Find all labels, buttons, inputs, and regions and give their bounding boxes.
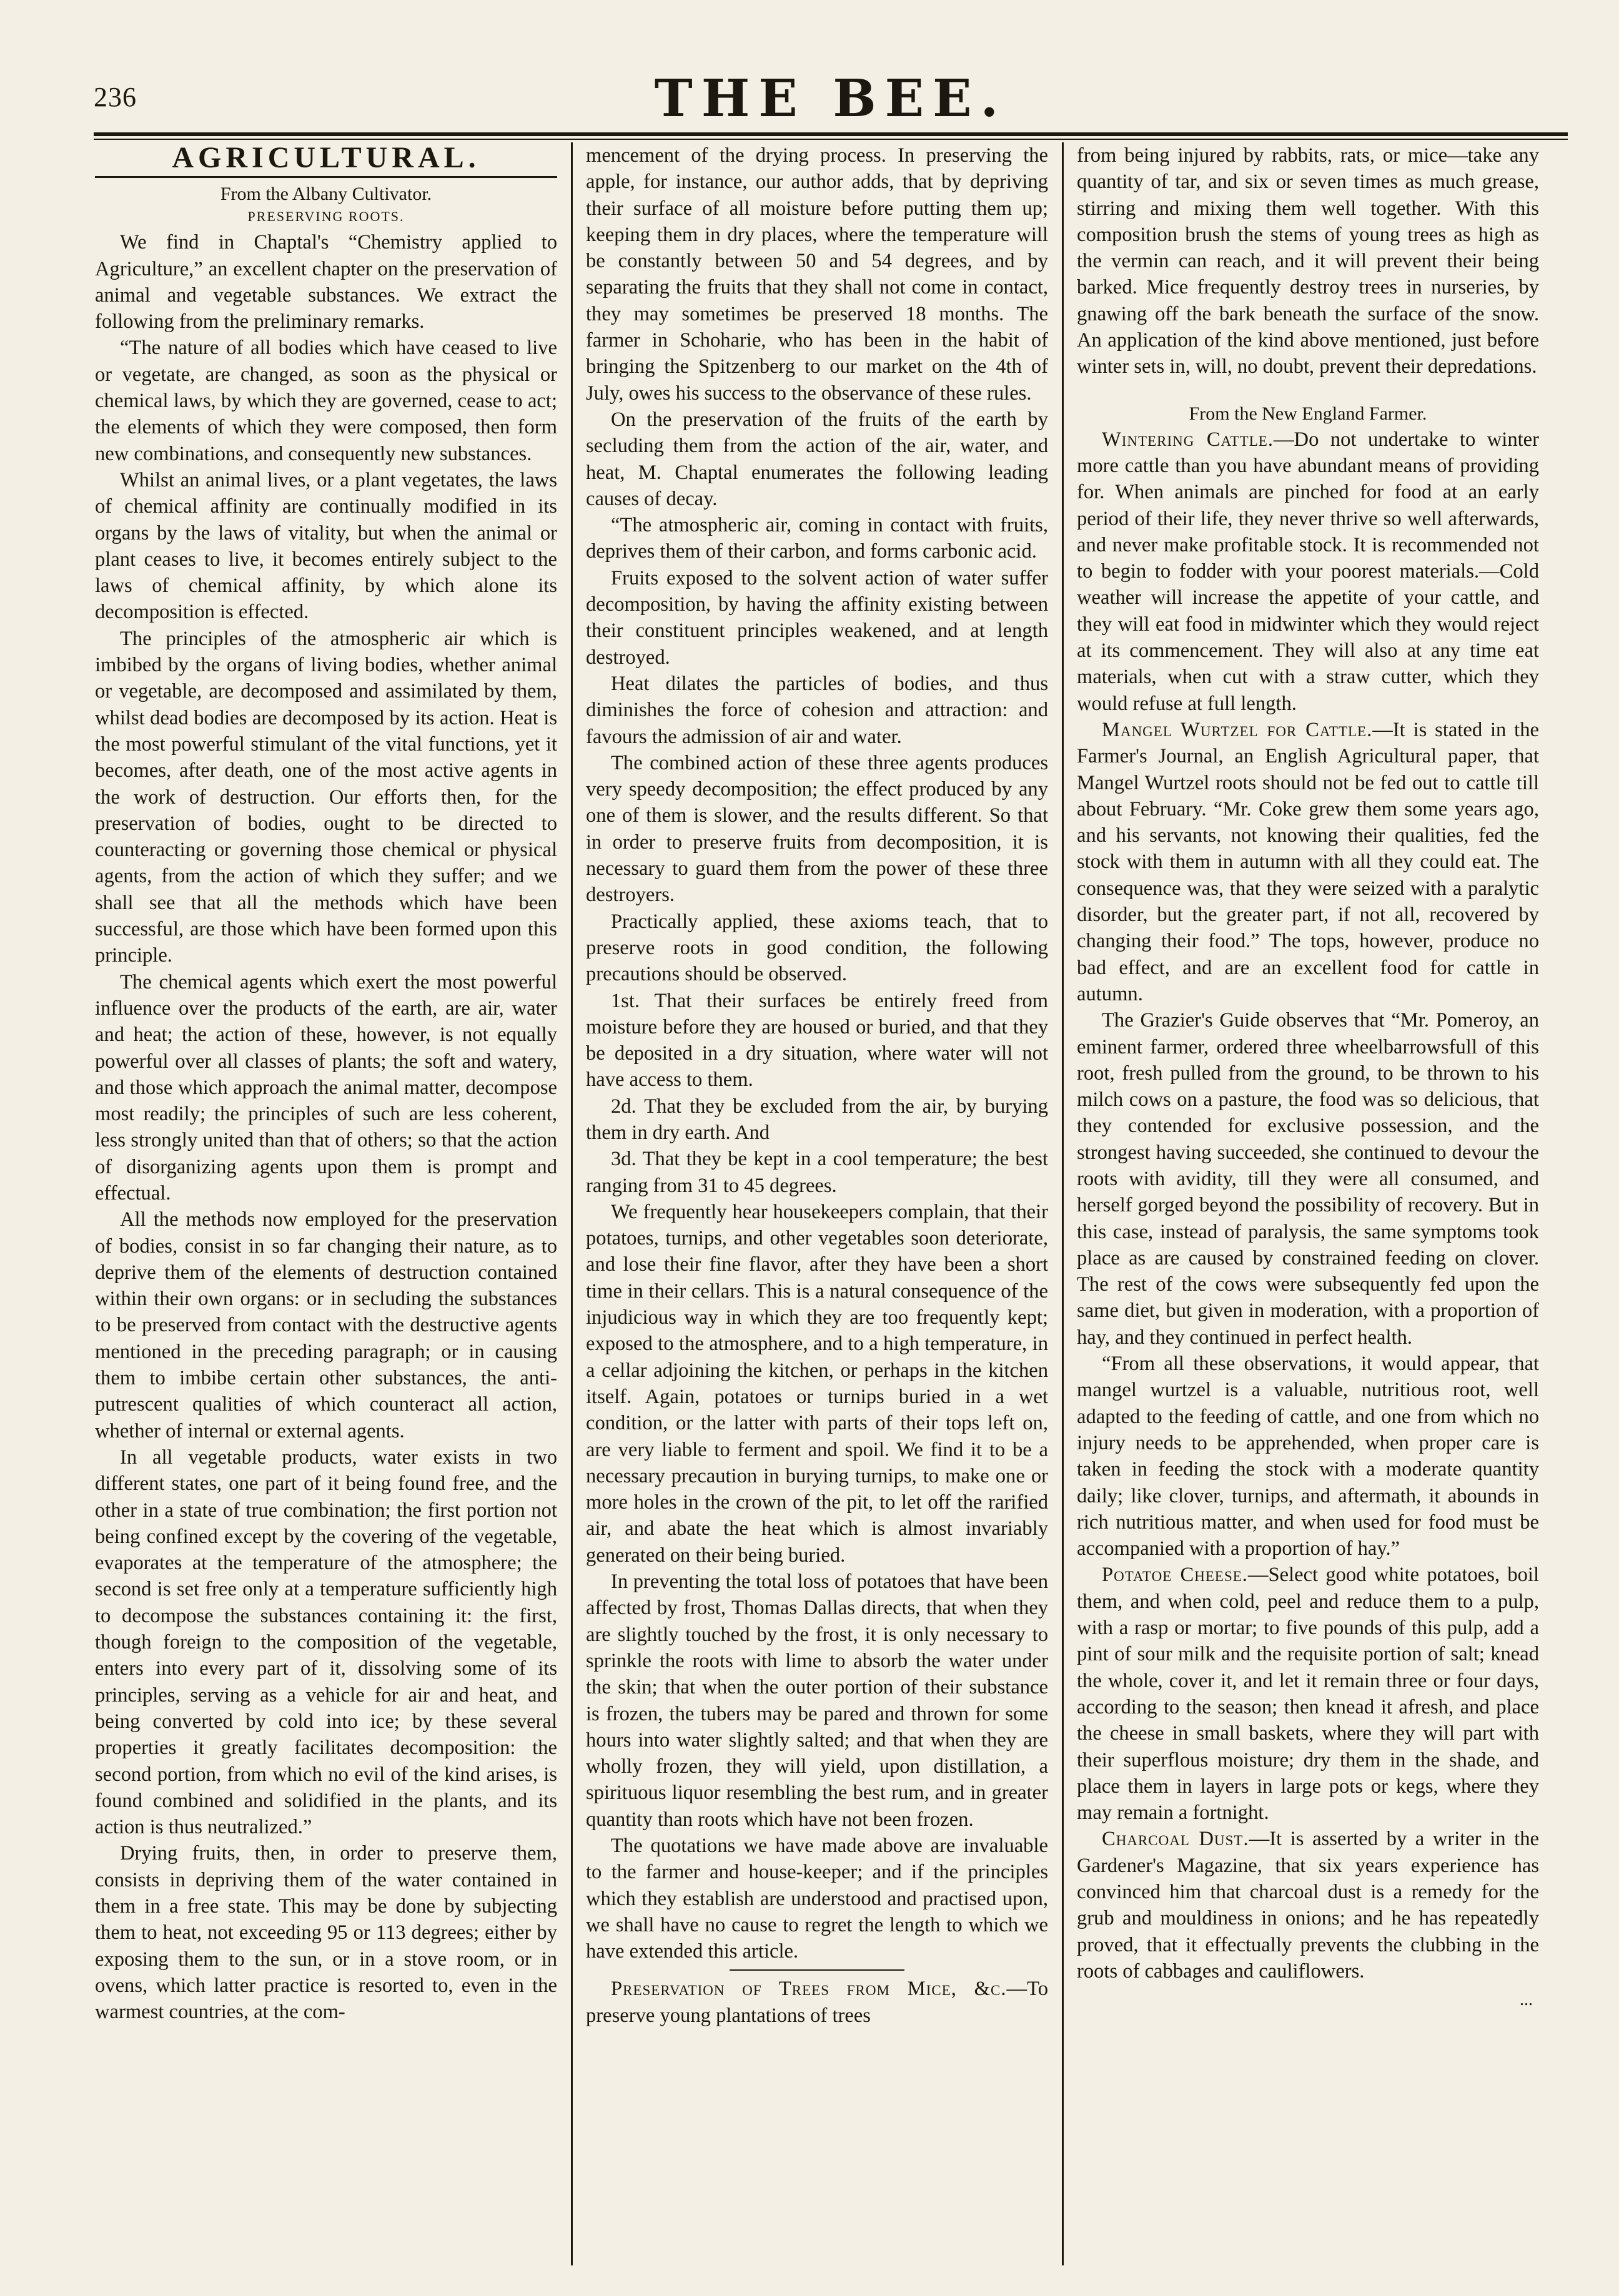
section-text: —Select good white potatoes, boil them, and when cold, peel and reduce them to a pulp, with a rasp or mortar; to five pounds of this pulp, add a pint of sour milk and the requisite portion of salt; knead the whole, cover it, and let it remain three or four days, according to the season; then knead it afresh, and place the cheese in small baskets, where they will part with their superflous moisture; dry them in the shade, and place them in layers in large pots or kegs, where they may remain a fortnight. — [1077, 1564, 1539, 1825]
spacer — [1077, 380, 1539, 398]
paragraph: “The atmospheric air, coming in contact with fruits, deprives them of their carbon, and forms carbonic acid. — [586, 514, 1048, 563]
paragraph: The quotations we have made above are invaluable to the farmer and house-keeper; and if the principles which they establish are understood and practised upon, we shall have no cause to regret the length to which we have extended this article. — [586, 1835, 1048, 1963]
paragraph: 3d. That they be kept in a cool temperature; the best ranging from 31 to 45 degrees. — [586, 1148, 1048, 1197]
column-1 — [95, 142, 557, 2265]
paragraph: Fruits exposed to the solvent action of water suffer decomposition, by having the affinity existing between their constituent principles weakened, and at length destroyed. — [586, 566, 1048, 669]
masthead-rule-thin — [94, 139, 1568, 140]
article-source: From the New England Farmer. — [1189, 403, 1427, 424]
paragraph: Heat dilates the particles of bodies, and thus diminishes the force of cohesion and attraction: and favours the admission of air and water. — [586, 672, 1048, 748]
section-rule — [730, 1969, 904, 1971]
paragraph: 1st. That their surfaces be entirely freed from moisture before they are housed or buried, and that they be deposited in a dry situation, where water will not have access to them. — [586, 989, 1048, 1091]
paragraph-charcoal — [1077, 1826, 1539, 1984]
paragraph-wintering — [1077, 426, 1539, 717]
paragraph-trees — [586, 1976, 1048, 2029]
section-text: —It is asserted by a writer in the Gardener's Magazine, that six years experience has convinced him that charcoal dust is a remedy for the grub and mouldiness in onions; and he has repeatedly proved, that it effectually prevents the clubbing in the roots of cabbages and cauliflowers. — [1077, 1828, 1539, 1983]
paragraph: “The nature of all bodies which have ceased to live or vegetate, are changed, as soon as the physical or chemical laws, by which they are governed, cease to act; the elements of which they were composed, then form new combinations, and consequently new substances. — [95, 337, 557, 465]
page-number: 236 — [94, 82, 137, 112]
paragraph: The chemical agents which exert the most powerful influence over the products of the earth, are air, water and heat; the action of these, however, is not equally powerful over all classes of plants; the soft and watery, and those which approach the animal matter, decompose most readily; the principles of such are less coherent, less strongly united than that of others; so that the action of disorganizing agents upon them is prompt and effectual. — [95, 970, 557, 1205]
section-text: —Do not undertake to winter more cattle than you have abundant means of providing for. When animals are pinched for food at an early period of their life, they never thrive so well afterwards, and never make profitable stock. It is recommended not to begin to fodder with your poorest materials.—Cold weather will increase the appetite of your cattle, and they will eat food in midwinter which they would reject at its commencement. They will also at any time eat materials, when cut with a straw cutter, which they would refuse at full length. — [1077, 428, 1539, 715]
paragraph: Drying fruits, then, in order to preserve them, consists in depriving them of the water contained in them in a free state. This may be done by subjecting them to heat, not exceeding 95 or 113 degrees; either by exposing them to the sun, or in a stove room, or in ovens, which latter practice is resorted to, even in the warmest countries, at the com- — [95, 1842, 557, 2024]
paragraph-cheese — [1077, 1562, 1539, 1826]
column-divider-1 — [571, 142, 573, 2265]
paragraph: Whilst an animal lives, or a plant vegetates, the laws of chemical affinity are continually modified in its organs by the laws of vitality, but when the animal or plant ceases to live, it becomes entirely subject to the laws of chemical affinity, by which alone its decomposition is effected. — [95, 468, 557, 624]
column-2 — [586, 142, 1048, 2265]
paragraph: We frequently hear housekeepers complain, that their potatoes, turnips, and other vegetables soon deteriorate, and lose their fine flavor, after they have been a short time in their cellars. This is a natural consequence of the injudicious way in which they are too frequently kept; exposed to the atmosphere, and to a high temperature, in a cellar adjoining the kitchen, or perhaps in the kitchen itself. Again, potatoes or turnips buried in a wet condition, or the latter with parts of their tops left on, are very liable to ferment and spoil. We find it to be a necessary precaution in burying turnips, to make one or more holes in the crown of the pit, to let off the rarified air, and abate the heat which is almost invariably generated on their being buried. — [586, 1200, 1048, 1567]
paragraph: 2d. That they be excluded from the air, by burying them in dry earth. And — [586, 1095, 1048, 1144]
column-divider-2 — [1062, 142, 1064, 2265]
section-title: Wintering Cattle. — [1102, 428, 1274, 451]
article-source: From the Albany Cultivator. — [220, 184, 432, 205]
paragraph: Practically applied, these axioms teach, that to preserve roots in good condition, the following precautions should be observed. — [586, 910, 1048, 986]
column-3 — [1077, 142, 1539, 2265]
paragraph: The combined action of these three agents produces very speedy decomposition; the effect produced by any one of them is slower, and the results different. So that in order to preserve fruits from decomposition, it is necessary to guard them from the power of these three destroyers. — [586, 751, 1048, 907]
masthead-rule — [94, 132, 1568, 136]
section-title: Preservation of Trees from Mice, &c. — [611, 1978, 1007, 2001]
end-mark: ... — [1520, 1990, 1533, 2010]
paragraph: “From all these observations, it would appear, that mangel wurtzel is a valuable, nutritious root, well adapted to the feeding of cattle, and one from which no injury needs to be apprehended, when proper care is taken in feeding the stock with a moderate quantity daily; like clover, turnips, and aftermath, it abounds in rich nutritious matter, and when used for food must be accompanied with a proportion of hay.” — [1077, 1352, 1539, 1560]
newspaper-title: THE BEE. — [654, 69, 1008, 129]
paragraph: All the methods now employed for the preservation of bodies, consist in so far changing their nature, as to deprive them of the elements of destruction contained within their own organs: or in secluding the substances to be preserved from contact with the destructive agents mentioned in the preceding paragraph; or in causing them to imbibe certain other substances, the anti-putrescent qualities of which counteract all action, whether of internal or external agents. — [95, 1208, 557, 1442]
paragraph: mencement of the drying process. In preserving the apple, for instance, our author adds, that by depriving their surface of all moisture before putting them up; keeping them in dry places, where the temperature will be constantly between 50 and 54 degrees, and by separating the fruits that they shall not come in contact, they may sometimes be preserved 18 months. The farmer in Schoharie, who has been in the habit of bringing the Spitzenberg to our market on the 4th of July, owes his success to the observance of these rules. — [586, 144, 1048, 405]
section-title: Potatoe Cheese. — [1102, 1564, 1248, 1587]
paragraph-mangel — [1077, 717, 1539, 1007]
section-text: —To preserve young plantations of trees — [586, 1978, 1048, 2027]
paragraph: In all vegetable products, water exists in two different states, one part of it being found free, and the other in a state of true combination; the first portion not being confined except by the covering of the vegetable, evaporates at the temperature of the atmosphere; the second is set free only at a temperature sufficiently high to decompose the substances containing it: the first, though foreign to the composition of the vegetable, enters into every part of it, dissolving some of its principles, serving as a vehicle for air and heat, and being converted by cold into ice; by these several properties it greatly facilitates decomposition: the second portion, from which no evil of the kind arises, is found combined and solidified in the plants, and its action is thus neutralized.” — [95, 1446, 557, 1839]
paragraph: The principles of the atmospheric air which is imbibed by the organs of living bodies, whether animal or vegetable, are decomposed and assimilated by them, whilst dead bodies are decomposed by its action. Heat is the most powerful stimulant of the vital functions, yet it becomes, after death, one of the most active agents in the work of destruction. Our efforts then, for the preservation of bodies, ought to be directed to counteracting or governing those chemical or physical agents, from the action of which they suffer; and we shall see that all the methods which have been successful, are those which have been formed upon this principle. — [95, 627, 557, 967]
section-title: Charcoal Dust. — [1102, 1828, 1249, 1851]
section-title: Mangel Wurtzel for Cattle. — [1102, 718, 1373, 741]
paragraph: We find in Chaptal's “Chemistry applied to Agriculture,” an excellent chapter on the preservation of animal and vegetable substances. We extract the following from the preliminary remarks. — [95, 231, 557, 333]
paragraph: In preventing the total loss of potatoes that have been affected by frost, Thomas Dallas directs, that when they are slightly touched by the frost, it is only necessary to sprinkle the roots with lime to absorb the water under the skin; that when the outer portion of their substance is frozen, the tubers may be pared and thrown for some hours into water slightly salted; and that when they are wholly frozen, they will yield, upon distillation, a spirituous liquor resembling the best rum, and in greater quantity than roots which have not been frozen. — [586, 1570, 1048, 1831]
section-text: —It is stated in the Farmer's Journal, an English Agricultural paper, that Mangel Wurtzel roots should not be fed out to cattle till about February. “Mr. Coke grew them some years ago, and his servants, not knowing their qualities, fed the stock with them in autumn with all they could eat. The consequence was, that they were seized with a paralytic disorder, but the greater part, if not all, recovered by changing their food.” The tops, however, produce no bad effect, and are an excellent food for cattle in autumn. — [1077, 718, 1539, 1005]
department-heading: AGRICULTURAL. — [95, 145, 557, 178]
article-subhead: PRESERVING ROOTS. — [247, 209, 405, 225]
paragraph: The Grazier's Guide observes that “Mr. Pomeroy, an eminent farmer, ordered three wheelbarrowsfull of this root, fresh pulled from the ground, to be thrown to his milch cows on a pasture, the food was so delicious, that they contended for exclusive possession, and the strongest having succeeded, she continued to devour the roots with avidity, till they were all consumed, and herself gorged beyond the possibility of recovery. But in this case, instead of paralysis, the same symptoms took place as are caused by constrained feeding on clover. The rest of the cows were subsequently fed upon the same diet, but given in moderation, with a proportion of hay, and they continued in perfect health. — [1077, 1009, 1539, 1349]
paragraph: On the preservation of the fruits of the earth by secluding them from the action of the air, water, and heat, M. Chaptal enumerates the following leading causes of decay. — [586, 408, 1048, 510]
paragraph: from being injured by rabbits, rats, or mice—take any quantity of tar, and six or seven times as much grease, stirring and mixing them well together. With this composition brush the stems of young trees as high as the vermin can reach, and it will prevent their being barked. Mice frequently destroy trees in nurseries, by gnawing off the bark beneath the surface of the snow. An application of the kind above mentioned, just before winter sets in, will, no doubt, prevent their depredations. — [1077, 144, 1539, 378]
masthead — [94, 69, 1568, 137]
